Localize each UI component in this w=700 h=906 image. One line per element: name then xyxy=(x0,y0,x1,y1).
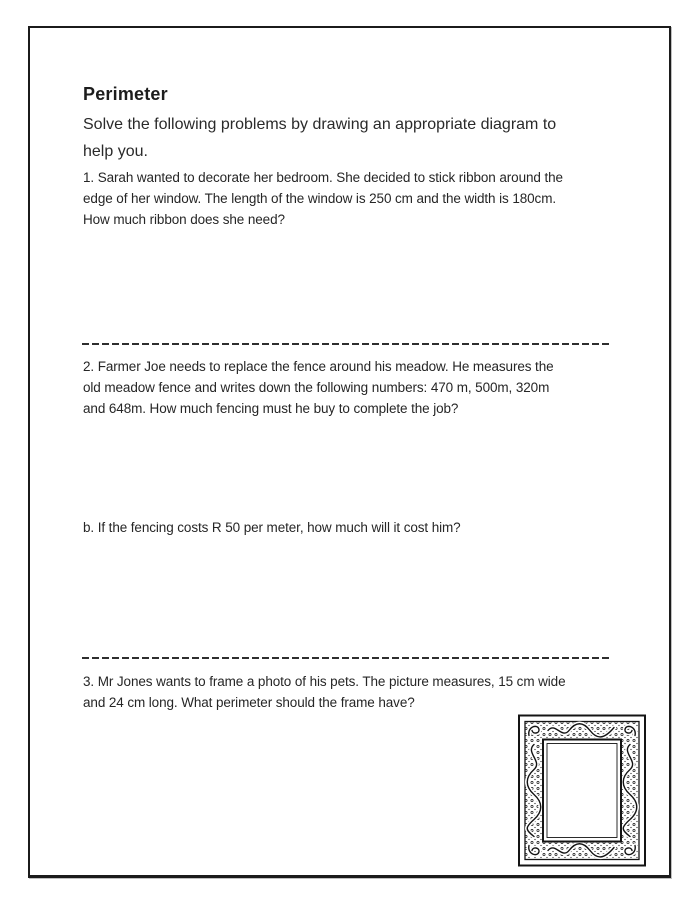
problem-2b xyxy=(83,517,461,538)
problem-line: b. If the fencing costs R 50 per meter, how much will it cost him? xyxy=(83,520,461,535)
problem-line: 3. Mr Jones wants to frame a photo of his pets. The picture measures, 15 cm wide xyxy=(83,674,566,689)
page-title: Perimeter xyxy=(83,84,168,104)
problem-2 xyxy=(83,356,554,419)
problem-1 xyxy=(83,167,563,230)
dashed-answer-line xyxy=(82,657,611,659)
problem-line: and 24 cm long. What perimeter should the frame have? xyxy=(83,695,415,710)
problem-line: How much ribbon does she need? xyxy=(83,212,285,227)
problem-line: old meadow fence and writes down the following numbers: 470 m, 500m, 320m xyxy=(83,380,550,395)
dashed-answer-line xyxy=(82,343,611,345)
problem-line: 2. Farmer Joe needs to replace the fence around his meadow. He measures the xyxy=(83,359,554,374)
instructions-line: help you. xyxy=(83,143,148,160)
problem-line: 1. Sarah wanted to decorate her bedroom. She decided to stick ribbon around the xyxy=(83,170,563,185)
problem-line: edge of her window. The length of the window is 250 cm and the width is 180cm. xyxy=(83,191,556,206)
problem-line: and 648m. How much fencing must he buy to complete the job? xyxy=(83,401,459,416)
problem-3 xyxy=(83,671,565,713)
instructions-text xyxy=(83,111,556,165)
ornate-picture-frame-image xyxy=(518,714,646,867)
instructions-line: Solve the following problems by drawing an appropriate diagram to xyxy=(83,116,557,133)
